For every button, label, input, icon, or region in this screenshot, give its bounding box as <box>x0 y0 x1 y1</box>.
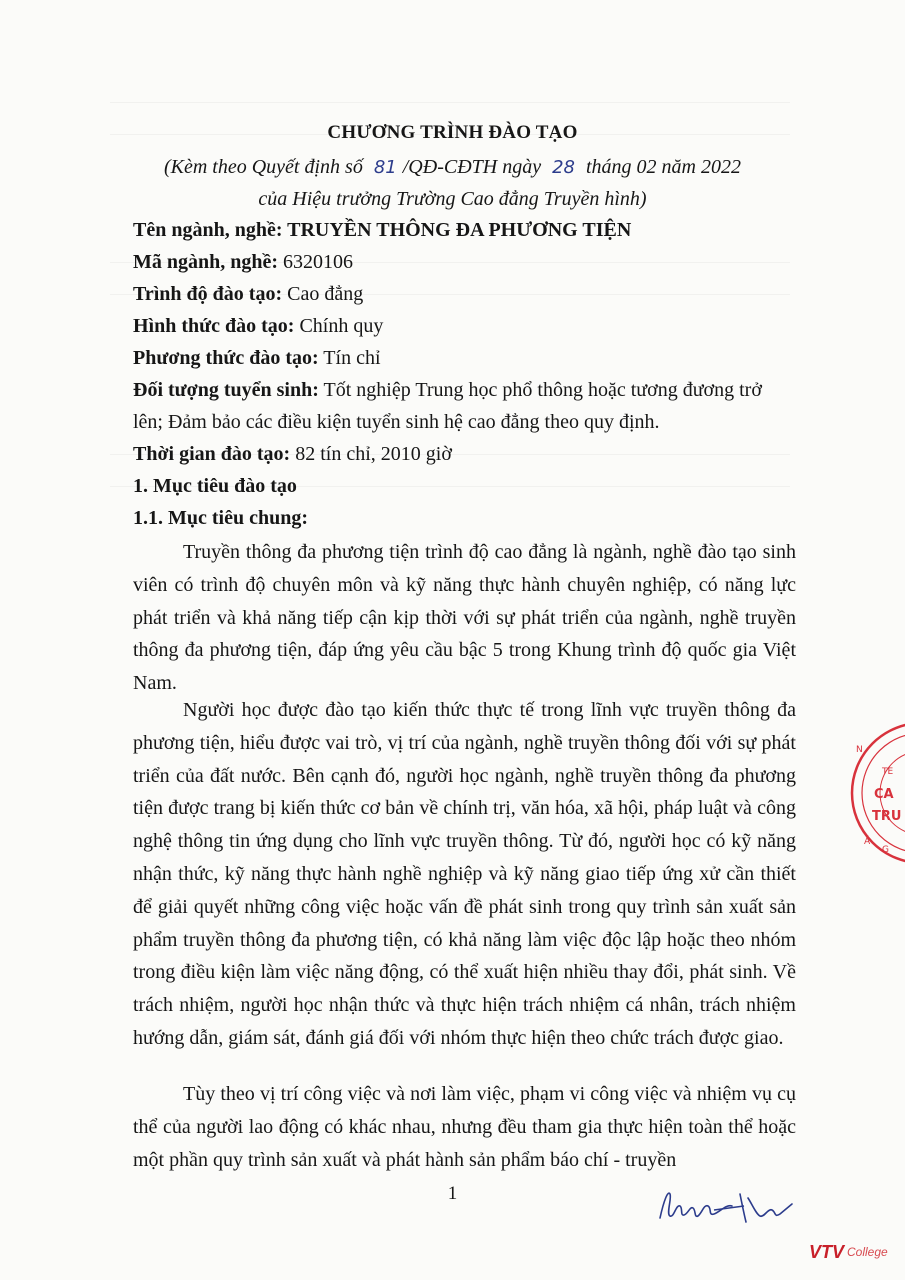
vtv-college-logo-icon <box>809 1238 899 1264</box>
field-label: Phương thức đào tạo: <box>133 347 319 369</box>
field-label: Hình thức đào tạo: <box>133 315 295 337</box>
svg-text:College: College <box>847 1245 888 1259</box>
field-program-name <box>133 219 631 242</box>
field-training-method <box>133 347 381 370</box>
field-value: Tốt nghiệp Trung học phổ thông hoặc tương đương trở <box>323 379 762 401</box>
decision-reference-prefix: (Kèm theo Quyết định số <box>163 156 363 178</box>
decision-reference-middle: /QĐ-CĐTH ngày <box>402 156 542 178</box>
field-training-duration <box>133 443 452 466</box>
field-value: 6320106 <box>283 251 354 273</box>
decision-reference <box>0 156 905 179</box>
field-value: TRUYỀN THÔNG ĐA PHƯƠNG TIỆN <box>287 219 632 241</box>
svg-text:G: G <box>882 845 889 855</box>
field-label: Trình độ đào tạo: <box>133 283 283 305</box>
decision-number-handwritten: 81 <box>373 157 397 178</box>
document-title: CHƯƠNG TRÌNH ĐÀO TẠO <box>327 122 578 143</box>
page-number: 1 <box>447 1183 458 1204</box>
field-label: Đối tượng tuyển sinh: <box>133 379 319 401</box>
field-value: 82 tín chỉ, 2010 giờ <box>295 443 452 465</box>
issuer-line: của Hiệu trưởng Trường Cao đẳng Truyền hình) <box>258 188 647 210</box>
field-program-code <box>133 251 353 274</box>
field-enrollment-target <box>133 379 762 402</box>
svg-text:TE: TE <box>882 767 894 777</box>
paragraph-general-objective: Truyền thông đa phương tiện trình độ cao đẳng là ngành, nghề đào tạo sinh viên có trình độ chuyên môn và kỹ năng thực hành chuyên nghiệp, có năng lực phát triển và khả năng tiếp cận kịp thời với sự phát triển của ngành, nghề truyền thông đa phương tiện, đáp ứng yêu cầu bậc 5 trong Khung trình độ quốc gia Việt Nam. <box>133 541 796 695</box>
field-training-level <box>133 283 363 306</box>
signature-icon <box>656 1180 796 1230</box>
field-training-form <box>133 315 383 338</box>
decision-day-handwritten: 28 <box>552 157 575 178</box>
official-stamp-icon <box>842 718 905 868</box>
section-heading-1: 1. Mục tiêu đào tạo <box>133 475 297 497</box>
field-enrollment-target-continued: lên; Đảm bảo các điều kiện tuyển sinh hệ cao đẳng theo quy định. <box>133 411 660 433</box>
field-label: Mã ngành, nghề: <box>133 251 279 273</box>
field-value: Chính quy <box>299 315 384 337</box>
field-value: Tín chỉ <box>323 347 381 369</box>
section-heading-1-1: 1.1. Mục tiêu chung: <box>133 507 308 529</box>
svg-text:TRU: TRU <box>872 809 902 824</box>
field-label: Thời gian đào tạo: <box>133 443 291 465</box>
svg-text:CA: CA <box>874 787 894 802</box>
svg-text:VTV: VTV <box>809 1242 845 1262</box>
decision-reference-suffix: tháng 02 năm 2022 <box>586 156 741 178</box>
paragraph-job-scope: Tùy theo vị trí công việc và nơi làm việc, phạm vi công việc và nhiệm vụ cụ thể của người lao động có khác nhau, nhưng đều tham gia thực hiện toàn thể hoặc một phần quy trình sản xuất và phát hành sản phẩm báo chí - truyền <box>133 1083 796 1171</box>
paragraph-learner-knowledge: Người học được đào tạo kiến thức thực tế trong lĩnh vực truyền thông đa phương tiện, hiểu được vai trò, vị trí của ngành, nghề truyền thông đối với sự phát triển của đất nước. Bên cạnh đó, người học ngành, nghề truyền thông đa phương tiện được trang bị kiến thức cơ bản về chính trị, văn hóa, xã hội, pháp luật và công nghệ thông tin ứng dụng cho lĩnh vực truyền thông. Từ đó, người học có kỹ năng nhận thức, kỹ năng thực hành nghề nghiệp và kỹ năng giao tiếp ứng xử cần thiết để giải quyết những công việc hoặc vấn đề phát sinh trong quy trình sản xuất sản phẩm truyền thông đa phương tiện, có khả năng làm việc độc lập hoặc theo nhóm trong điều kiện làm việc năng động, có thể xuất hiện nhiều thay đổi, phát sinh. Về trách nhiệm, người học nhận thức và thực hiện trách nhiệm cá nhân, trách nhiệm hướng dẫn, giám sát, đánh giá đối với nhóm thực hiện theo chức trách được giao. <box>133 699 796 1049</box>
field-value: Cao đẳng <box>287 283 364 305</box>
svg-text:Ă: Ă <box>864 837 871 847</box>
vtv-college-logo <box>809 1238 899 1269</box>
svg-text:N: N <box>856 745 863 755</box>
field-label: Tên ngành, nghề: <box>133 219 283 241</box>
